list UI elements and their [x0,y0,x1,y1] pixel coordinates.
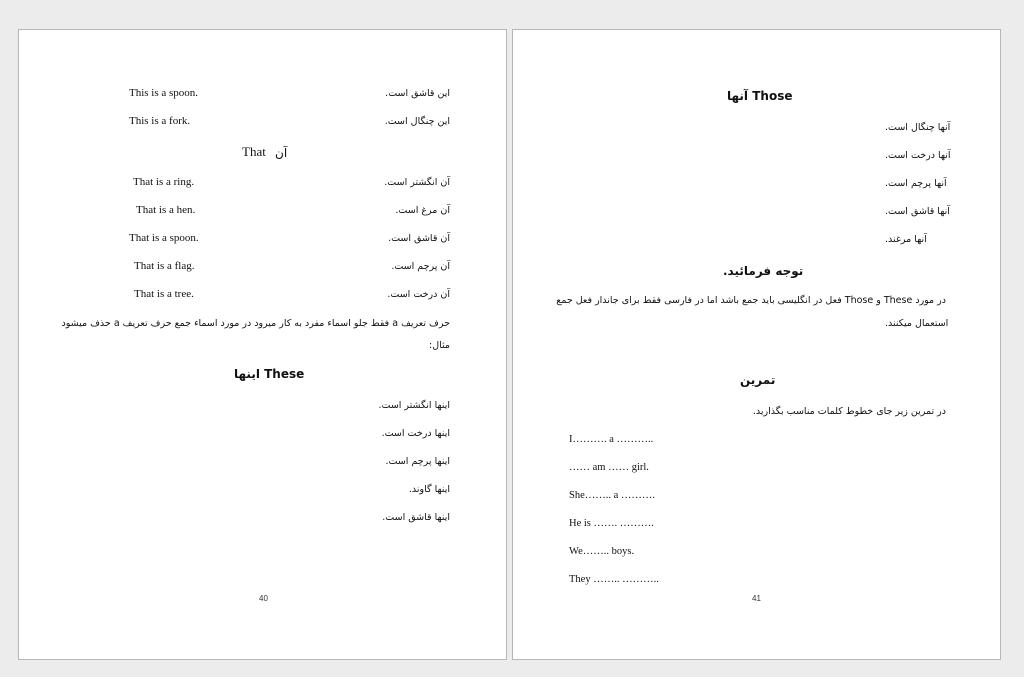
page-number: 40 [259,594,268,603]
sentence-fa: این قاشق است. [385,88,450,99]
article-note: حرف تعریف a فقط جلو اسماء مفرد به کار میرود در مورد اسماء جمع حرف تعریف a حذف میشود [61,318,450,329]
these-sentence: اینها قاشق است. [382,512,450,523]
page-40 [18,29,507,660]
page-number: 41 [752,594,761,603]
sentence-fa: آن مرغ است. [395,205,450,216]
these-sentence: اینها درخت است. [381,428,450,439]
sentence-en: That is a hen. [136,204,196,216]
attention-text: در مورد These و Those فعل در انگلیسی باید جمع باشد اما در فارسی فقط برای جاندار فعل جمع [556,295,946,306]
attention-text: استعمال میکنند. [885,318,949,329]
exercise-item: …… am …… girl. [569,462,649,473]
sentence-en: That is a ring. [133,176,195,188]
sentence-en: This is a spoon. [129,87,199,99]
exercise-item: She…….. a ………. [569,490,656,501]
exercise-heading: تمرین [740,373,776,387]
these-sentence: اینها گاوند. [408,484,450,495]
these-heading: These اینها [234,367,305,381]
sentence-fa: آن پرچم است. [391,261,450,272]
sentence-fa: آن انگشتر است. [384,177,450,188]
those-heading: Those آنها [727,89,793,103]
sentence-fa: آن درخت است. [387,289,450,300]
sentence-en: That is a flag. [134,260,195,272]
exercise-item: They …….. ……….. [569,574,659,585]
those-sentence: آنها چنگال است. [885,122,951,133]
that-heading-fa: آن [275,146,288,160]
example-label: مثال: [429,340,450,351]
exercise-item: We…….. boys. [569,546,635,557]
exercise-item: I………. a ……….. [569,434,654,445]
sentence-en: That is a spoon. [129,232,199,244]
sentence-fa: این چنگال است. [384,116,450,127]
sentence-fa: آن قاشق است. [388,233,450,244]
sentence-en: That is a tree. [134,288,194,300]
that-heading-en: That [242,144,266,159]
those-sentence: آنها درخت است. [885,150,951,161]
exercise-instruction: در تمرین زیر جای خطوط کلمات مناسب بگذارید. [752,406,946,417]
page-41 [512,29,1001,660]
sentence-en: This is a fork. [129,115,191,127]
attention-heading: توجه فرمائید. [723,264,804,278]
these-sentence: اینها پرچم است. [385,456,450,467]
those-sentence: آنها پرچم است. [885,178,947,189]
exercise-item: He is ……. ………. [569,518,654,529]
those-sentence: آنها قاشق است. [885,206,950,217]
those-sentence: آنها مرغند. [885,234,927,245]
these-sentence: اینها انگشتر است. [378,400,450,411]
